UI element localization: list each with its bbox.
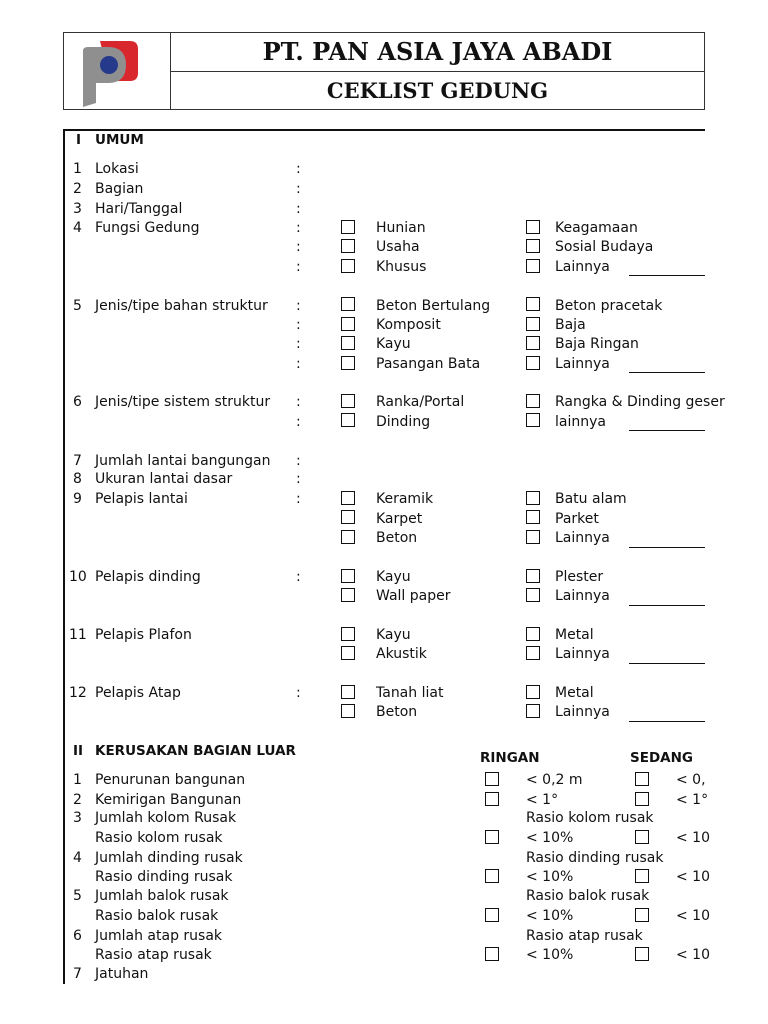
item-label-pelapis-dinding: Pelapis dinding bbox=[95, 569, 201, 585]
item-number: 3 bbox=[73, 810, 82, 826]
sedang-criteria: < 10 bbox=[676, 830, 710, 846]
item-label-pelapis-lantai: Pelapis lantai bbox=[95, 491, 188, 507]
option-label: Wall paper bbox=[376, 588, 451, 604]
item-number: 6 bbox=[73, 928, 82, 944]
item-number: 3 bbox=[73, 201, 82, 217]
item-colon: : bbox=[296, 298, 301, 314]
checkbox-sedang[interactable] bbox=[635, 772, 649, 786]
item-number: 5 bbox=[73, 298, 82, 314]
row-label-jatuhan: Jatuhan bbox=[95, 966, 149, 982]
item-colon: : bbox=[296, 414, 301, 430]
row-label-jumlah-kolom: Jumlah kolom Rusak bbox=[95, 810, 237, 826]
checkbox-parket[interactable] bbox=[526, 510, 540, 524]
checkbox-sedang[interactable] bbox=[635, 830, 649, 844]
option-label: Lainnya bbox=[555, 356, 610, 372]
row-label-rasio-atap: Rasio atap rusak bbox=[95, 947, 212, 963]
header-title-divider bbox=[170, 71, 705, 72]
item-number: 2 bbox=[73, 181, 82, 197]
checkbox-dinding[interactable] bbox=[341, 413, 355, 427]
checkbox-lainnya[interactable] bbox=[526, 704, 540, 718]
item-label-pelapis-atap: Pelapis Atap bbox=[95, 685, 181, 701]
checkbox-beton-pracetak[interactable] bbox=[526, 297, 540, 311]
checkbox-metal[interactable] bbox=[526, 627, 540, 641]
checkbox-batu-alam[interactable] bbox=[526, 491, 540, 505]
option-label: Rangka & Dinding geser bbox=[555, 394, 725, 410]
checkbox-beton-bertulang[interactable] bbox=[341, 297, 355, 311]
ratio-subheader: Rasio balok rusak bbox=[526, 888, 650, 904]
option-label: Beton Bertulang bbox=[376, 298, 491, 314]
option-label: Ranka/Portal bbox=[376, 394, 465, 410]
checkbox-kayu[interactable] bbox=[341, 336, 355, 350]
ratio-subheader: Rasio atap rusak bbox=[526, 928, 643, 944]
row-label-rasio-dinding: Rasio dinding rusak bbox=[95, 869, 233, 885]
checkbox-wall-paper[interactable] bbox=[341, 588, 355, 602]
option-label: Keramik bbox=[376, 491, 434, 507]
sedang-criteria: < 10 bbox=[676, 869, 710, 885]
row-label-rasio-balok: Rasio balok rusak bbox=[95, 908, 219, 924]
checkbox-komposit[interactable] bbox=[341, 317, 355, 331]
checkbox-hunian[interactable] bbox=[341, 220, 355, 234]
checkbox-lainnya[interactable] bbox=[526, 646, 540, 660]
company-logo bbox=[80, 37, 142, 109]
option-label: Lainnya bbox=[555, 704, 610, 720]
logo-blue-dot bbox=[100, 56, 118, 74]
option-label: Usaha bbox=[376, 239, 420, 255]
option-label: Dinding bbox=[376, 414, 431, 430]
checkbox-sedang[interactable] bbox=[635, 869, 649, 883]
sedang-criteria: < 10 bbox=[676, 908, 710, 924]
ringan-header-clip bbox=[478, 750, 558, 766]
checkbox-ringan[interactable] bbox=[485, 947, 499, 961]
sedang-criteria: < 1° bbox=[676, 792, 709, 808]
checkbox-kayu[interactable] bbox=[341, 569, 355, 583]
option-label: Plester bbox=[555, 569, 604, 585]
option-label: Baja bbox=[555, 317, 586, 333]
logo-gray-shape bbox=[83, 47, 126, 107]
item-number: 7 bbox=[73, 966, 82, 982]
item-label-hari-tanggal: Hari/Tanggal bbox=[95, 201, 183, 217]
sedang-criteria: < 0, bbox=[676, 772, 706, 788]
item-label-bahan-struktur: Jenis/tipe bahan struktur bbox=[95, 298, 268, 314]
checkbox-ringan[interactable] bbox=[485, 908, 499, 922]
sedang-criteria: < 10 bbox=[676, 947, 710, 963]
item-colon: : bbox=[296, 239, 301, 255]
option-label: Khusus bbox=[376, 259, 427, 275]
checkbox-ringan[interactable] bbox=[485, 869, 499, 883]
option-label: Beton bbox=[376, 530, 418, 546]
item-colon: : bbox=[296, 220, 301, 236]
checkbox-lainnya[interactable] bbox=[526, 356, 540, 370]
checkbox-ringan[interactable] bbox=[485, 792, 499, 806]
option-label: Hunian bbox=[376, 220, 426, 236]
item-number: 9 bbox=[73, 491, 82, 507]
option-label: Keagamaan bbox=[555, 220, 638, 236]
option-label: Lainnya bbox=[555, 259, 610, 275]
item-label-pelapis-plafon: Pelapis Plafon bbox=[95, 627, 192, 643]
item-number: 10 bbox=[69, 569, 87, 585]
item-number: 12 bbox=[69, 685, 87, 701]
checkbox-sosial-budaya[interactable] bbox=[526, 239, 540, 253]
column-header-sedang: SEDANG bbox=[630, 750, 693, 766]
row-label-rasio-kolom: Rasio kolom rusak bbox=[95, 830, 223, 846]
item-label-ukuran-lantai: Ukuran lantai dasar bbox=[95, 471, 233, 487]
ratio-subheader: Rasio kolom rusak bbox=[526, 810, 654, 826]
ringan-criteria: < 0,2 m bbox=[526, 772, 583, 788]
checkbox-beton[interactable] bbox=[341, 530, 355, 544]
lainnya-fill-line[interactable] bbox=[629, 605, 705, 606]
checkbox-baja-ringan[interactable] bbox=[526, 336, 540, 350]
lainnya-fill-line[interactable] bbox=[629, 275, 705, 276]
checkbox-sedang[interactable] bbox=[635, 792, 649, 806]
document-title: CEKLIST GEDUNG bbox=[326, 78, 549, 103]
body-top-border bbox=[63, 129, 705, 131]
row-label-jumlah-dinding: Jumlah dinding rusak bbox=[95, 850, 243, 866]
item-colon: : bbox=[296, 471, 301, 487]
checkbox-khusus[interactable] bbox=[341, 259, 355, 273]
item-number: 1 bbox=[73, 161, 82, 177]
option-label: Komposit bbox=[376, 317, 441, 333]
checkbox-plester[interactable] bbox=[526, 569, 540, 583]
option-label: Pasangan Bata bbox=[376, 356, 481, 372]
item-number: 7 bbox=[73, 453, 82, 469]
item-label-lokasi: Lokasi bbox=[95, 161, 139, 177]
lainnya-fill-line[interactable] bbox=[629, 663, 705, 664]
item-colon: : bbox=[296, 336, 301, 352]
checkbox-keagamaan[interactable] bbox=[526, 220, 540, 234]
item-colon: : bbox=[296, 685, 301, 701]
lainnya-fill-line[interactable] bbox=[629, 372, 705, 373]
checkbox-kayu[interactable] bbox=[341, 627, 355, 641]
option-label: lainnya bbox=[555, 414, 606, 430]
ringan-criteria: < 10% bbox=[526, 830, 574, 846]
option-label: Metal bbox=[555, 627, 594, 643]
checkbox-sedang[interactable] bbox=[635, 908, 649, 922]
checkbox-lainnya[interactable] bbox=[526, 259, 540, 273]
lainnya-fill-line[interactable] bbox=[629, 430, 705, 431]
item-colon: : bbox=[296, 394, 301, 410]
option-label: Batu alam bbox=[555, 491, 627, 507]
lainnya-fill-line[interactable] bbox=[629, 721, 705, 722]
checkbox-lainnya[interactable] bbox=[526, 530, 540, 544]
lainnya-fill-line[interactable] bbox=[629, 547, 705, 548]
item-number: 2 bbox=[73, 792, 82, 808]
item-label-sistem-struktur: Jenis/tipe sistem struktur bbox=[95, 394, 271, 410]
option-label: Baja Ringan bbox=[555, 336, 639, 352]
ringan-criteria: < 10% bbox=[526, 869, 574, 885]
item-colon: : bbox=[296, 356, 301, 372]
option-label: Akustik bbox=[376, 646, 427, 662]
option-label: Beton pracetak bbox=[555, 298, 663, 314]
option-label: Lainnya bbox=[555, 588, 610, 604]
checkbox-tanah-liat[interactable] bbox=[341, 685, 355, 699]
option-label: Kayu bbox=[376, 627, 411, 643]
sedang-header-clip bbox=[628, 750, 705, 766]
item-colon: : bbox=[296, 317, 301, 333]
ringan-criteria: < 10% bbox=[526, 947, 574, 963]
ratio-subheader: Rasio dinding rusak bbox=[526, 850, 664, 866]
ringan-criteria: < 10% bbox=[526, 908, 574, 924]
item-colon: : bbox=[296, 181, 301, 197]
checkbox-rangka-dinding-geser[interactable] bbox=[526, 394, 540, 408]
item-label-fungsi-gedung: Fungsi Gedung bbox=[95, 220, 200, 236]
checkbox-akustik[interactable] bbox=[341, 646, 355, 660]
item-number: 4 bbox=[73, 220, 82, 236]
option-label: Sosial Budaya bbox=[555, 239, 654, 255]
item-colon: : bbox=[296, 491, 301, 507]
section-2-title: KERUSAKAN BAGIAN LUAR bbox=[95, 743, 296, 759]
option-label: Kayu bbox=[376, 569, 411, 585]
option-label: Kayu bbox=[376, 336, 411, 352]
checkbox-lainnya[interactable] bbox=[526, 588, 540, 602]
option-label: Lainnya bbox=[555, 646, 610, 662]
item-colon: : bbox=[296, 161, 301, 177]
checkbox-pasangan-bata[interactable] bbox=[341, 356, 355, 370]
company-name: PT. PAN ASIA JAYA ABADI bbox=[262, 37, 613, 66]
checkbox-sedang[interactable] bbox=[635, 947, 649, 961]
row-label-jumlah-balok: Jumlah balok rusak bbox=[95, 888, 229, 904]
option-label: Metal bbox=[555, 685, 594, 701]
ringan-criteria: < 1° bbox=[526, 792, 559, 808]
checkbox-rangka-portal[interactable] bbox=[341, 394, 355, 408]
section-2-number: II bbox=[73, 743, 84, 759]
option-label: Tanah liat bbox=[376, 685, 444, 701]
checkbox-keramik[interactable] bbox=[341, 491, 355, 505]
checkbox-lainnya[interactable] bbox=[526, 413, 540, 427]
option-label: Parket bbox=[555, 511, 599, 527]
item-colon: : bbox=[296, 453, 301, 469]
item-label-bagian: Bagian bbox=[95, 181, 144, 197]
row-label-penurunan: Penurunan bangunan bbox=[95, 772, 246, 788]
section-1-title: UMUM bbox=[95, 132, 144, 148]
item-number: 1 bbox=[73, 772, 82, 788]
item-colon: : bbox=[296, 201, 301, 217]
item-label-jumlah-lantai: Jumlah lantai bangungan bbox=[95, 453, 271, 469]
item-colon: : bbox=[296, 259, 301, 275]
checkbox-ringan[interactable] bbox=[485, 830, 499, 844]
item-colon: : bbox=[296, 569, 301, 585]
item-number: 8 bbox=[73, 471, 82, 487]
checkbox-usaha[interactable] bbox=[341, 239, 355, 253]
item-number: 11 bbox=[69, 627, 87, 643]
item-number: 4 bbox=[73, 850, 82, 866]
row-label-jumlah-atap: Jumlah atap rusak bbox=[95, 928, 223, 944]
option-label: Lainnya bbox=[555, 530, 610, 546]
checkbox-beton[interactable] bbox=[341, 704, 355, 718]
section-1-number: I bbox=[76, 132, 82, 148]
body-left-border bbox=[63, 129, 65, 984]
column-header-ringan: RINGAN bbox=[480, 750, 540, 766]
checkbox-ringan[interactable] bbox=[485, 772, 499, 786]
checkbox-karpet[interactable] bbox=[341, 510, 355, 524]
checkbox-baja[interactable] bbox=[526, 317, 540, 331]
option-label: Karpet bbox=[376, 511, 423, 527]
row-label-kemiringan: Kemirigan Bangunan bbox=[95, 792, 242, 808]
item-number: 6 bbox=[73, 394, 82, 410]
item-number: 5 bbox=[73, 888, 82, 904]
checkbox-metal[interactable] bbox=[526, 685, 540, 699]
option-label: Beton bbox=[376, 704, 418, 720]
